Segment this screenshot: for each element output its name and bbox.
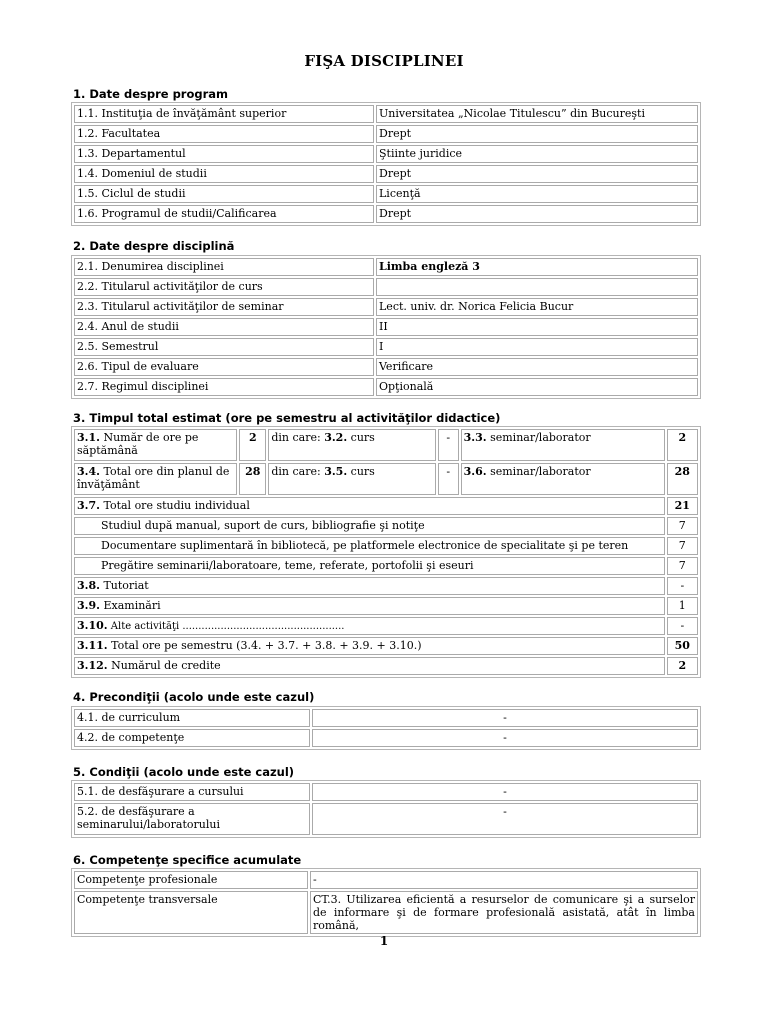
table-row — [74, 577, 698, 595]
row-label: Studiul după manual, suport de curs, bibliografie şi notiţe — [74, 517, 665, 535]
table-row — [74, 729, 698, 747]
table-row — [74, 185, 698, 203]
section-6-heading: 6. Competenţe specifice acumulate — [73, 853, 302, 867]
row-value: Opţională — [376, 378, 698, 396]
row-value: 7 — [667, 537, 698, 555]
row-label: 3.10. Alte activităţi ................................................... — [74, 617, 665, 635]
row-label: 2.2. Titularul activităţilor de curs — [74, 278, 374, 296]
table-row — [74, 557, 698, 575]
table-row — [74, 125, 698, 143]
conditions-table — [71, 780, 701, 838]
row-label: 1.3. Departamentul — [74, 145, 374, 163]
row-value: II — [376, 318, 698, 336]
table-row — [74, 463, 698, 495]
table-row — [74, 597, 698, 615]
row-label: 2.4. Anul de studii — [74, 318, 374, 336]
table-row — [74, 358, 698, 376]
row-label: Competenţe profesionale — [74, 871, 308, 889]
row-label: 3.12. Numărul de credite — [74, 657, 665, 675]
sub-label: din care: 3.5. curs — [268, 463, 435, 495]
table-row — [74, 105, 698, 123]
table-row — [74, 783, 698, 801]
row-value — [376, 278, 698, 296]
table-row — [74, 258, 698, 276]
row-label: 2.7. Regimul disciplinei — [74, 378, 374, 396]
sub-value: 28 — [667, 463, 698, 495]
sub-value: - — [438, 463, 459, 495]
row-value: 7 — [667, 517, 698, 535]
table-row — [74, 617, 698, 635]
row-value: - — [312, 709, 698, 727]
row-value: CT.3. Utilizarea eficientă a resurselor de comunicare şi a surselor de informare şi de formare profesională asistată, atât în limba română, — [310, 891, 698, 934]
section-4-heading: 4. Precondiţii (acolo unde este cazul) — [73, 690, 315, 704]
table-row — [74, 318, 698, 336]
row-value: - — [312, 803, 698, 835]
row-value: - — [310, 871, 698, 889]
row-value: - — [667, 577, 698, 595]
row-label: 3.1. Număr de ore pe săptămână — [74, 429, 237, 461]
row-value: 50 — [667, 637, 698, 655]
row-label: 2.6. Tipul de evaluare — [74, 358, 374, 376]
row-label: Pregătire seminarii/laboratoare, teme, referate, portofolii şi eseuri — [74, 557, 665, 575]
row-value: 7 — [667, 557, 698, 575]
section-1-heading: 1. Date despre program — [73, 87, 229, 101]
row-label: 1.1. Instituţia de învăţământ superior — [74, 105, 374, 123]
row-value: 21 — [667, 497, 698, 515]
row-label: 2.5. Semestrul — [74, 338, 374, 356]
row-label: 2.3. Titularul activităţilor de seminar — [74, 298, 374, 316]
table-row — [74, 709, 698, 727]
table-row — [74, 871, 698, 889]
row-label: 5.2. de desfăşurare a seminarului/laboratorului — [74, 803, 310, 835]
program-table — [71, 102, 701, 226]
row-value: Drept — [376, 205, 698, 223]
row-label: 1.6. Programul de studii/Calificarea — [74, 205, 374, 223]
table-row — [74, 145, 698, 163]
row-label: Documentare suplimentară în bibliotecă, pe platformele electronice de specialitate şi pe teren — [74, 537, 665, 555]
row-label: 3.9. Examinări — [74, 597, 665, 615]
sub-value: - — [438, 429, 459, 461]
table-row — [74, 803, 698, 835]
time-table — [71, 426, 701, 678]
row-value: Drept — [376, 165, 698, 183]
row-label: Competenţe transversale — [74, 891, 308, 934]
row-value: - — [312, 783, 698, 801]
row-value: 2 — [667, 657, 698, 675]
table-row — [74, 278, 698, 296]
row-label: 3.11. Total ore pe semestru (3.4. + 3.7. + 3.8. + 3.9. + 3.10.) — [74, 637, 665, 655]
row-value: Universitatea „Nicolae Titulescu” din Bucureşti — [376, 105, 698, 123]
table-row — [74, 657, 698, 675]
row-label: 2.1. Denumirea disciplinei — [74, 258, 374, 276]
table-row — [74, 205, 698, 223]
row-value: I — [376, 338, 698, 356]
row-value: 1 — [667, 597, 698, 615]
preconditions-table — [71, 706, 701, 750]
sub-value: 2 — [667, 429, 698, 461]
table-row — [74, 378, 698, 396]
row-value: Limba engleză 3 — [376, 258, 698, 276]
section-5-heading: 5. Condiţii (acolo unde este cazul) — [73, 765, 295, 779]
page-title: FIŞA DISCIPLINEI — [304, 52, 464, 70]
table-row — [74, 497, 698, 515]
sub-label: din care: 3.2. curs — [268, 429, 435, 461]
row-label: 3.7. Total ore studiu individual — [74, 497, 665, 515]
row-label: 3.4. Total ore din planul de învăţământ — [74, 463, 237, 495]
row-value: - — [312, 729, 698, 747]
row-label: 1.5. Ciclul de studii — [74, 185, 374, 203]
row-value: 28 — [239, 463, 266, 495]
table-row — [74, 517, 698, 535]
row-value: - — [667, 617, 698, 635]
discipline-table — [71, 255, 701, 399]
sub-label: 3.6. seminar/laborator — [461, 463, 665, 495]
row-value: Lect. univ. dr. Norica Felicia Bucur — [376, 298, 698, 316]
row-value: 2 — [239, 429, 266, 461]
row-label: 5.1. de desfăşurare a cursului — [74, 783, 310, 801]
section-2-heading: 2. Date despre disciplină — [73, 239, 235, 253]
row-value: Ştiinte juridice — [376, 145, 698, 163]
row-value: Licenţă — [376, 185, 698, 203]
page-number: 1 — [379, 934, 389, 948]
sub-label: 3.3. seminar/laborator — [461, 429, 665, 461]
table-row — [74, 298, 698, 316]
row-label: 3.8. Tutoriat — [74, 577, 665, 595]
row-label: 1.2. Facultatea — [74, 125, 374, 143]
row-label: 4.1. de curriculum — [74, 709, 310, 727]
table-row — [74, 637, 698, 655]
row-value: Verificare — [376, 358, 698, 376]
section-3-heading: 3. Timpul total estimat (ore pe semestru al activităţilor didactice) — [73, 411, 501, 425]
table-row — [74, 429, 698, 461]
row-label: 1.4. Domeniul de studii — [74, 165, 374, 183]
row-value: Drept — [376, 125, 698, 143]
table-row — [74, 891, 698, 934]
competences-table — [71, 868, 701, 937]
table-row — [74, 165, 698, 183]
row-label: 4.2. de competenţe — [74, 729, 310, 747]
table-row — [74, 338, 698, 356]
table-row — [74, 537, 698, 555]
